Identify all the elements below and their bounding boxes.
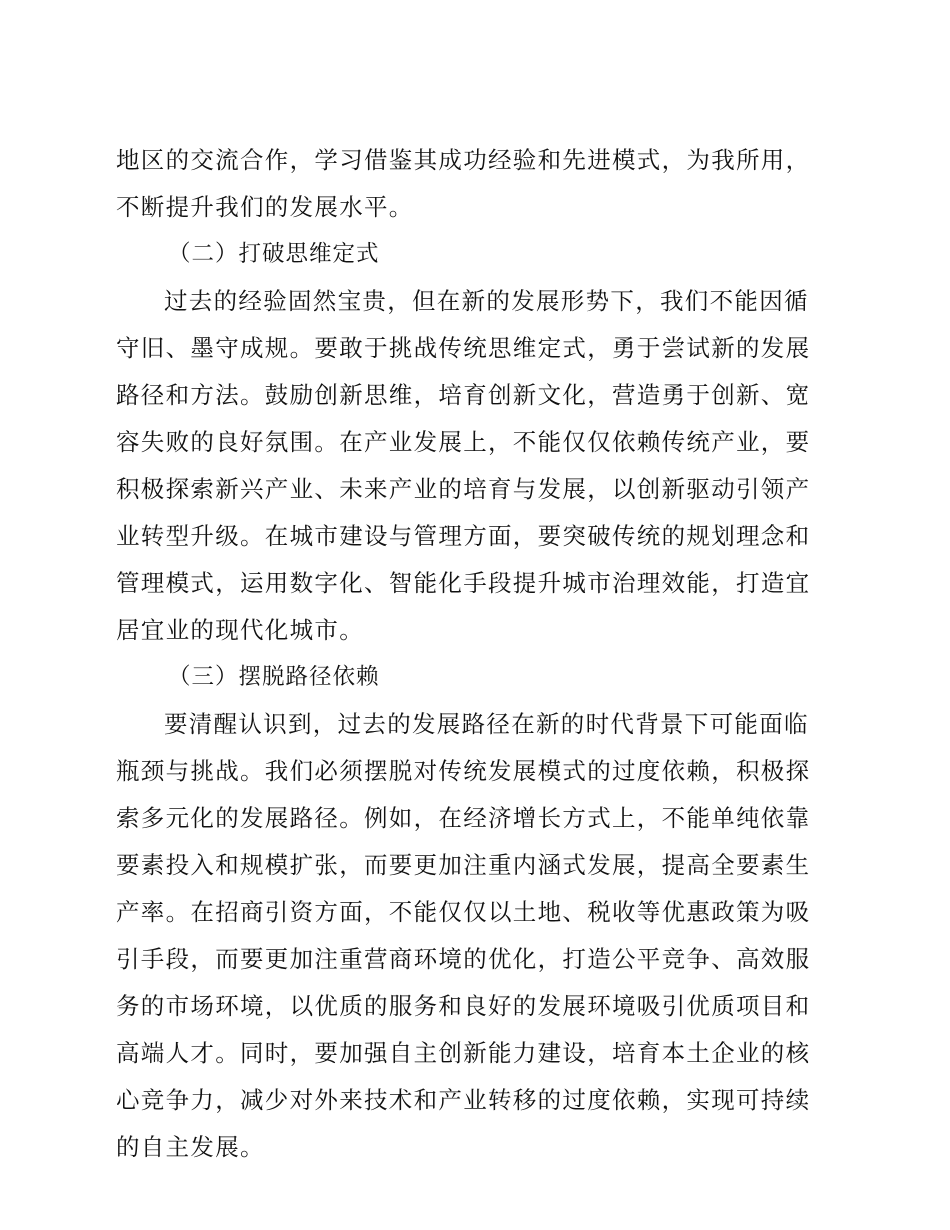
text-line: 容失败的良好氛围。在产业发展上，不能仅仅依赖传统产业，要 (116, 428, 811, 456)
text-line: 积极探索新兴产业、未来产业的培育与发展，以创新驱动引领产 (116, 475, 811, 503)
text-line: 务的市场环境，以优质的服务和良好的发展环境吸引优质项目和 (116, 992, 811, 1020)
text-line: 要清醒认识到，过去的发展路径在新的时代背景下可能面临 (164, 710, 809, 738)
text-line: 地区的交流合作，学习借鉴其成功经验和先进模式，为我所用， (116, 146, 811, 174)
text-line: 引手段，而要更加注重营商环境的优化，打造公平竞争、高效服 (116, 945, 811, 973)
text-line: 的自主发展。 (116, 1133, 265, 1161)
text-line: 过去的经验固然宝贵，但在新的发展形势下，我们不能因循 (164, 287, 809, 315)
text-line: 管理模式，运用数字化、智能化手段提升城市治理效能，打造宜 (116, 569, 811, 597)
text-line: 居宜业的现代化城市。 (116, 616, 364, 644)
text-line: 高端人才。同时，要加强自主创新能力建设，培育本土企业的核 (116, 1039, 811, 1067)
text-line: 索多元化的发展路径。例如，在经济增长方式上，不能单纯依靠 (116, 804, 811, 832)
paragraph-continuation (116, 137, 816, 231)
text-line: 瓶颈与挑战。我们必须摆脱对传统发展模式的过度依赖，积极探 (116, 757, 811, 785)
section-heading-3: （三）摆脱路径依赖 (168, 664, 380, 690)
paragraph (116, 278, 816, 654)
text-line: 要素投入和规模扩张，而要更加注重内涵式发展，提高全要素生 (116, 851, 811, 879)
text-line: 不断提升我们的发展水平。 (116, 193, 414, 221)
paragraph (116, 701, 816, 1171)
text-line: 守旧、墨守成规。要敢于挑战传统思维定式，勇于尝试新的发展 (116, 334, 811, 362)
text-line: 业转型升级。在城市建设与管理方面，要突破传统的规划理念和 (116, 522, 811, 550)
text-line: 心竞争力，减少对外来技术和产业转移的过度依赖，实现可持续 (116, 1086, 811, 1114)
document-body (116, 137, 816, 1171)
text-line: 路径和方法。鼓励创新思维，培育创新文化，营造勇于创新、宽 (116, 381, 811, 409)
section-heading-2: （二）打破思维定式 (168, 241, 380, 267)
text-line: 产率。在招商引资方面，不能仅仅以土地、税收等优惠政策为吸 (116, 898, 811, 926)
